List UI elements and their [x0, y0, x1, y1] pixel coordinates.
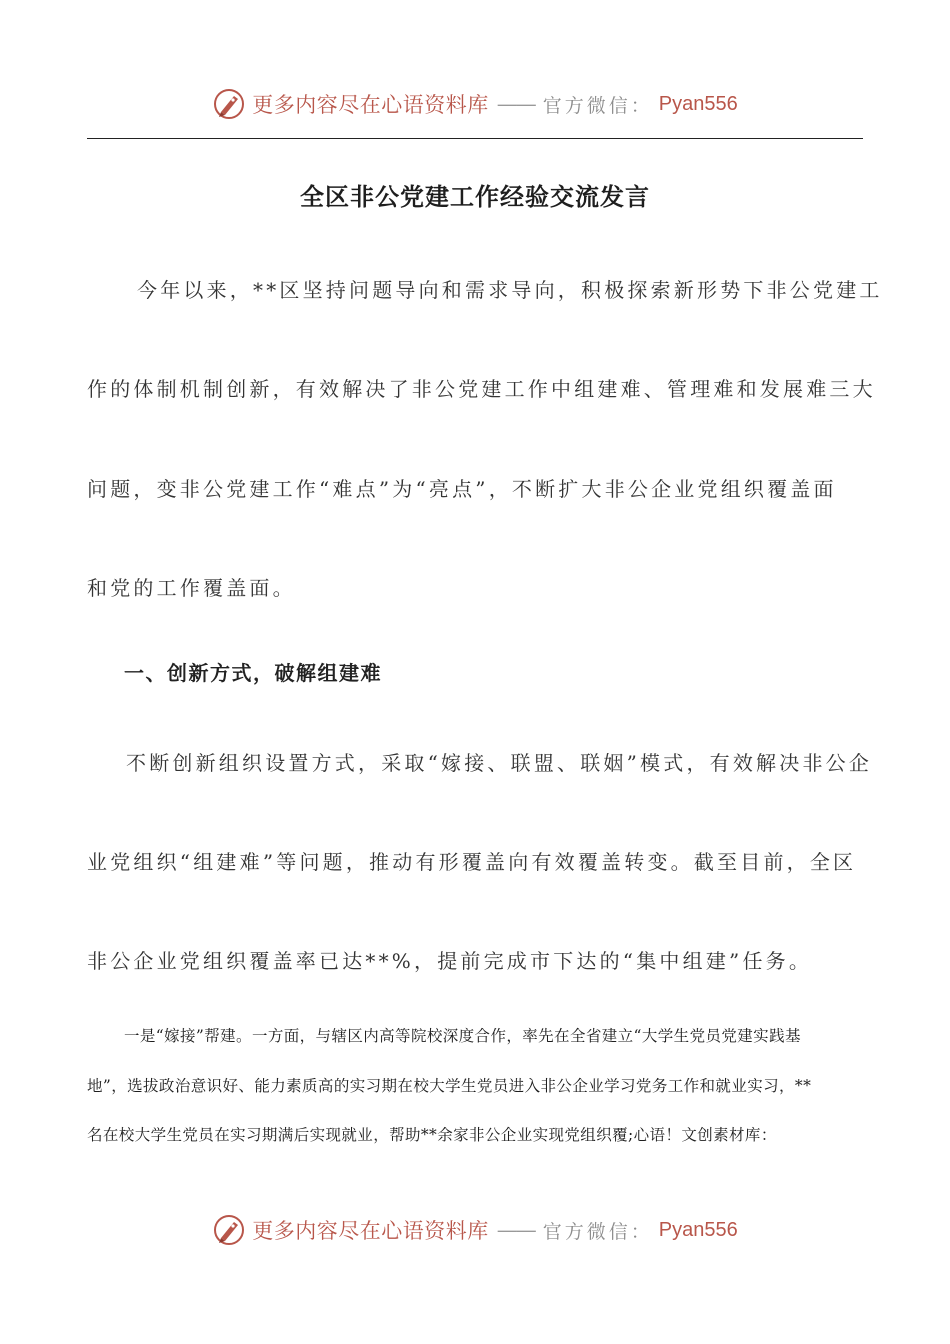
pen-nib-logo-icon — [212, 87, 246, 121]
banner-wechat-id: Pyan556 — [658, 1218, 738, 1241]
section-line: 非公企业党组织覆盖率已达**%，提前完成市下达的“集中组建”任务。 — [87, 949, 813, 973]
section-line: 业党组织“组建难”等问题，推动有形覆盖向有效覆盖转变。截至目前，全区 — [87, 850, 857, 874]
banner-dash: —— — [496, 92, 535, 116]
detail-line: 一是“嫁接”帮建。一方面，与辖区内高等院校深度合作，率先在全省建立“大学生党员党建实践基 — [124, 1027, 801, 1045]
intro-line: 和党的工作覆盖面。 — [87, 576, 296, 600]
banner-label: 官方微信： — [542, 1220, 653, 1243]
intro-line: 今年以来，**区坚持问题导向和需求导向，积极探索新形势下非公党建工 — [137, 278, 883, 302]
header-banner — [0, 84, 950, 124]
banner-text: 更多内容尽在心语资料库 — [252, 93, 489, 117]
detail-line: 地”，选拔政治意识好、能力素质高的实习期在校大学生党员进入非公企业学习党务工作和就业实习，** — [87, 1077, 812, 1095]
intro-line: 问题，变非公党建工作“难点”为“亮点”，不断扩大非公企业党组织覆盖面 — [87, 477, 837, 501]
detail-line: 名在校大学生党员在实习期满后实现就业，帮助**余家非公企业实现党组织覆;心语！文创素材库： — [87, 1126, 777, 1144]
banner-label: 官方微信： — [542, 94, 653, 117]
section-line: 不断创新组织设置方式，采取“嫁接、联盟、联姻”模式，有效解决非公企 — [126, 751, 873, 775]
intro-line: 作的体制机制创新，有效解决了非公党建工作中组建难、管理难和发展难三大 — [87, 377, 876, 401]
document-title: 全区非公党建工作经验交流发言 — [300, 182, 650, 211]
footer-banner — [0, 1210, 950, 1250]
banner-dash: —— — [496, 1218, 535, 1242]
section-heading: 一、创新方式，破解组建难 — [124, 661, 382, 685]
banner-text: 更多内容尽在心语资料库 — [252, 1219, 489, 1243]
banner-wechat-id: Pyan556 — [658, 92, 738, 115]
pen-nib-logo-icon — [212, 1213, 246, 1247]
header-divider — [87, 138, 863, 139]
